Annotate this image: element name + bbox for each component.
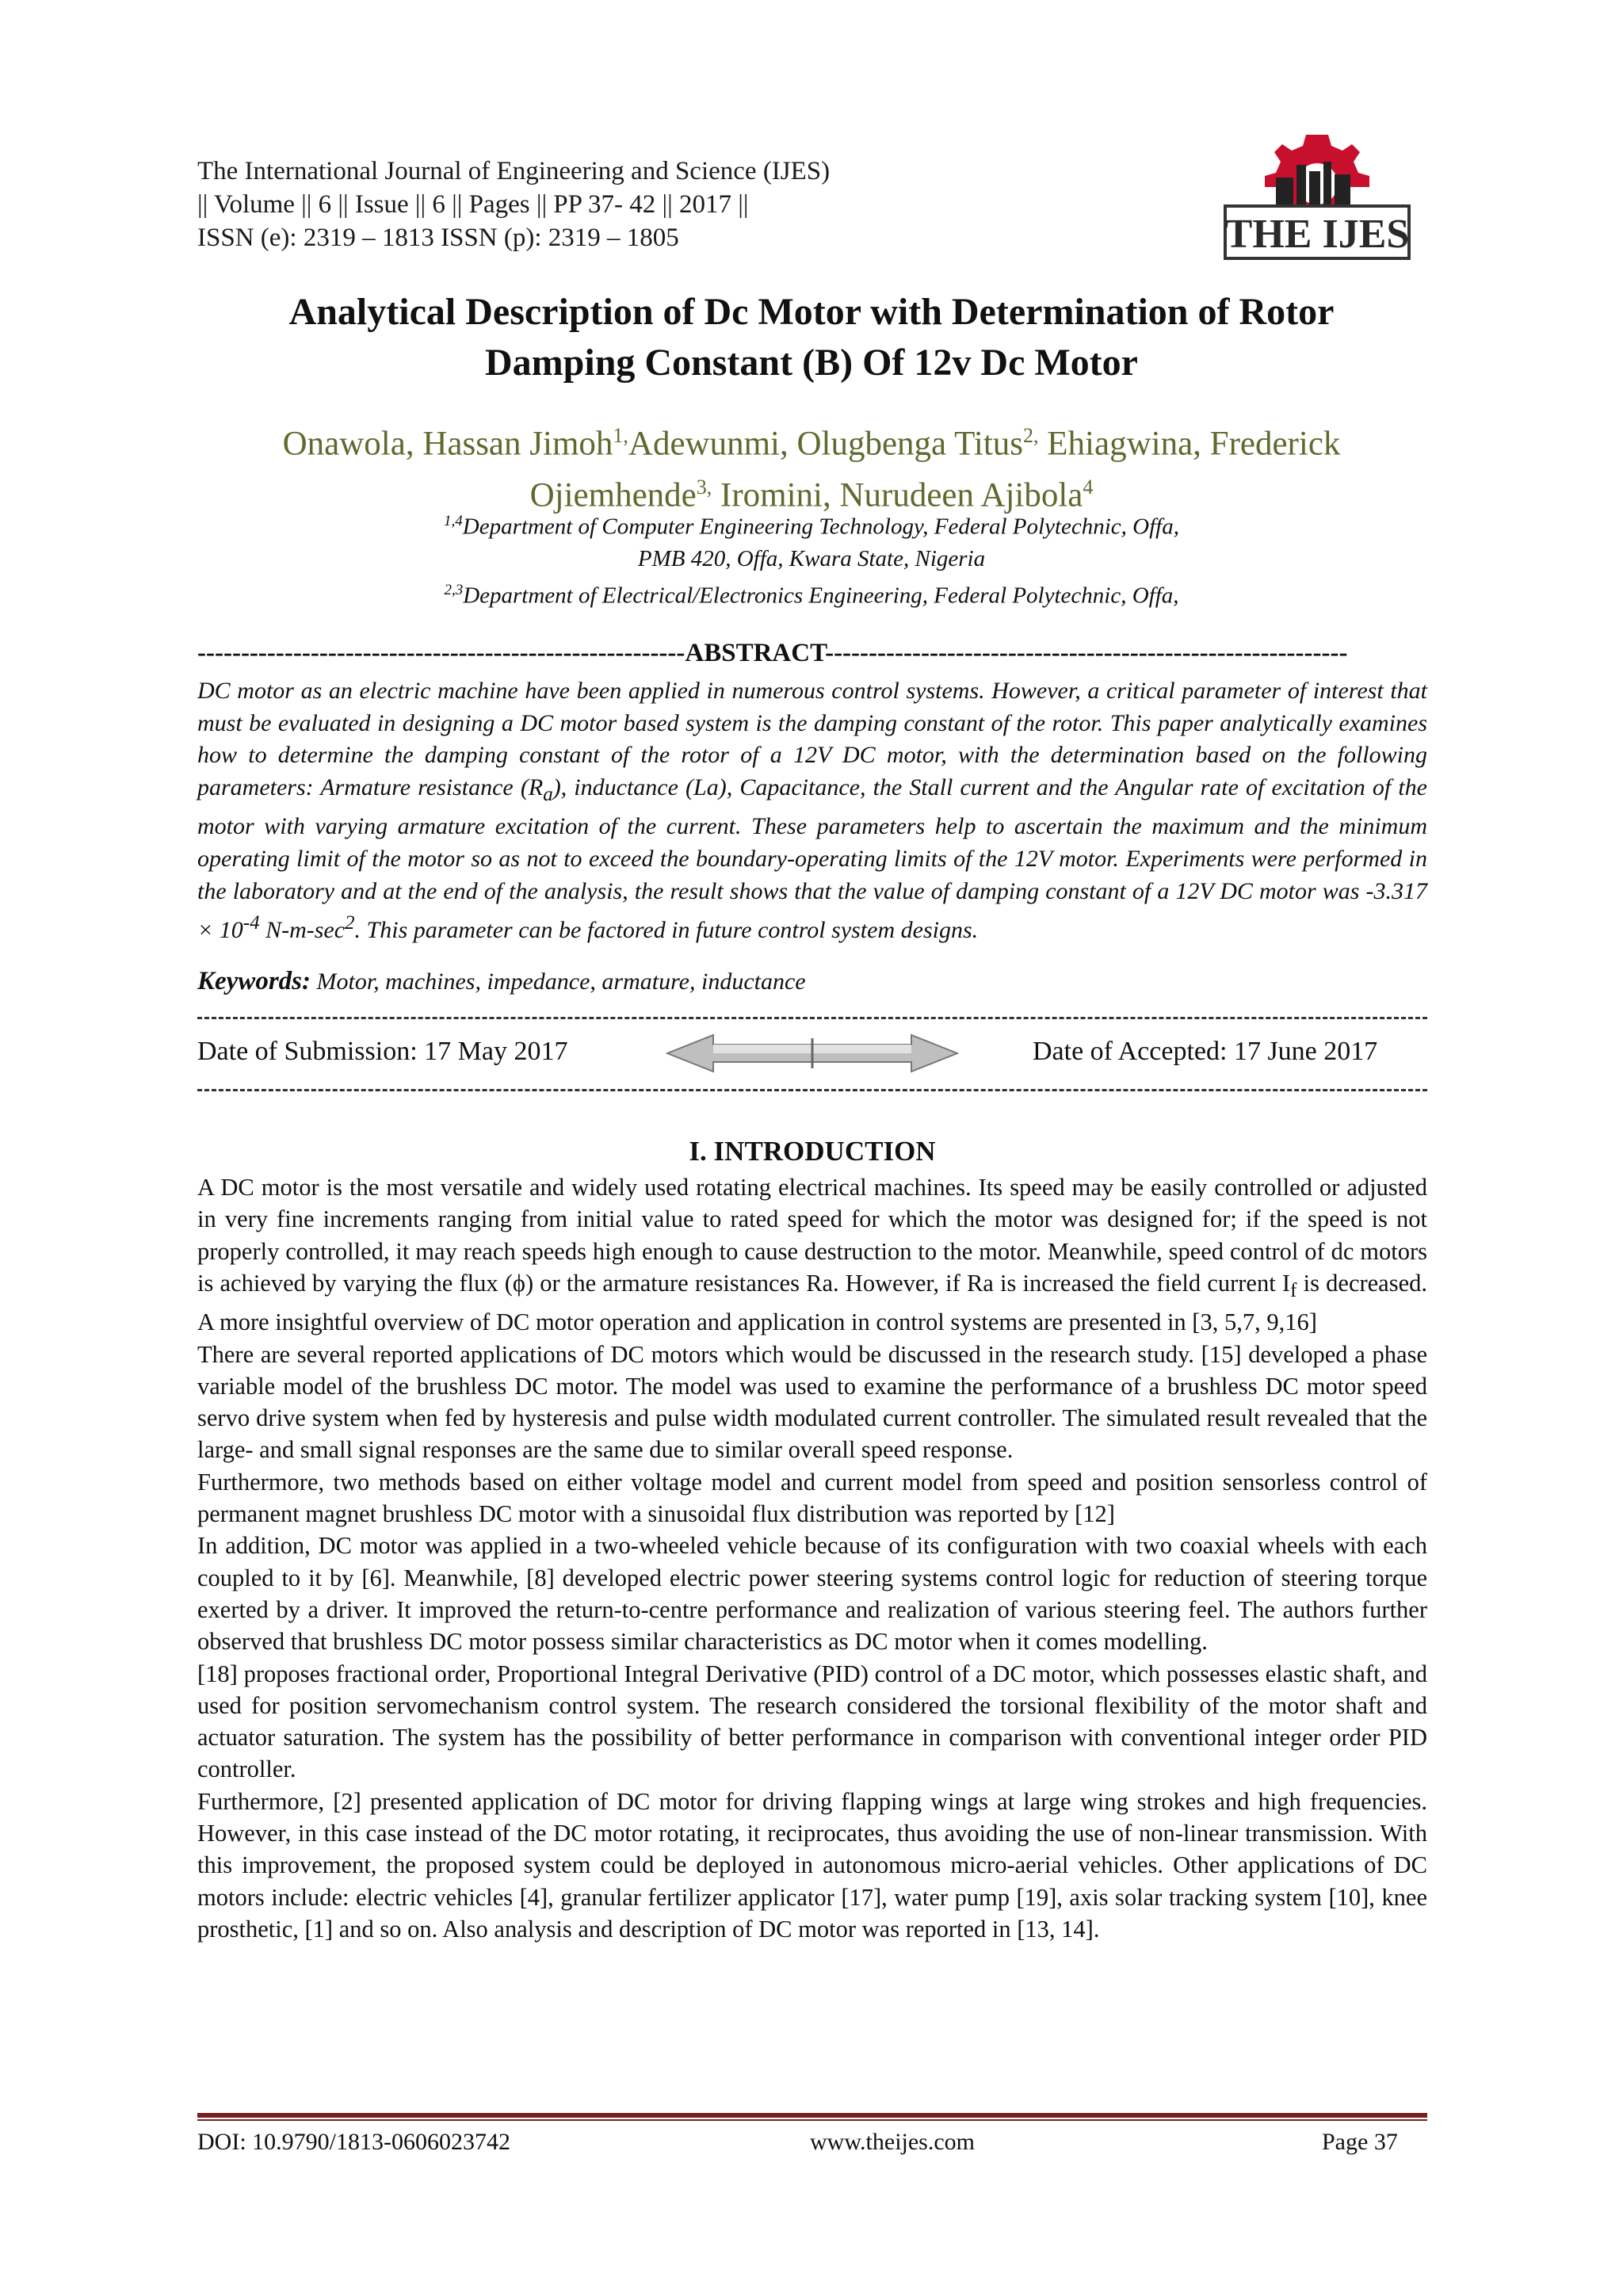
affiliation-2-sup: 2,3	[444, 581, 464, 598]
keywords-list: Motor, machines, impedance, armature, inductance	[311, 968, 806, 995]
footer-page-number: Page 37	[1322, 2129, 1398, 2155]
affiliation-1-sup: 1,4	[444, 513, 463, 529]
keywords	[197, 967, 1427, 996]
author-3-sup: 3,	[696, 476, 712, 499]
journal-name: The International Journal of Engineering and Science (IJES)	[197, 157, 831, 185]
introduction-body	[197, 1171, 1427, 1945]
section-heading-introduction: I. INTRODUCTION	[689, 1136, 936, 1167]
accepted-date: Date of Accepted: 17 June 2017	[1033, 1037, 1378, 1066]
abstract-heading: --------------------------------------------------------ABSTRACT------------------------------------------------------------	[197, 639, 1348, 667]
intro-paragraph-2: There are several reported applications of DC motors which would be discussed in the research study. [15] developed a phase variable model of the brushless DC motor. The model was used to examine the performance of a brushless DC motor speed servo drive system when fed by hysteresis and pulse width modulated current controller. The simulated result revealed that the large- and small signal responses are the same due to similar overall speed response.	[197, 1340, 1427, 1464]
abstract-part-2: ), inductance (La), Capacitance, the Stall current and the Angular rate of excitation of the motor with varying armature excitation of the current. These parameters help to ascertain the maximum and the minimum operating limit of the motor so as not to exceed the boundary-operating limits of the 12V motor. Experiments were performed in the laboratory and at the end of the analysis, the result shows that the value of damping constant of a 12V DC motor was -3.317 × 10	[197, 774, 1427, 944]
affiliation-1: Department of Computer Engineering Technology, Federal Polytechnic, Offa,	[462, 514, 1179, 540]
footer-rule-thin	[197, 2119, 1427, 2121]
ijes-logo	[1220, 127, 1414, 268]
author-3-cont: Ojiemhende	[529, 476, 697, 514]
intro-paragraph-6: Furthermore, [2] presented application of DC motor for driving flapping wings at large wing strokes and high frequencies. However, in this case instead of the DC motor rotating, it reciprocates, thus avoiding the use of non-linear transmission. With this improvement, the proposed system could be deployed in autonomous micro-aerial vehicles. Other applications of DC motors include: electric vehicles [4], granular fertilizer applicator [17], water pump [19], axis solar tracking system [10], knee prosthetic, [1] and so on. Also analysis and description of DC motor was reported in [13, 14].	[197, 1787, 1427, 1943]
author-list	[158, 414, 1465, 518]
abstract-sup-2: 2	[345, 912, 355, 934]
intro-paragraph-1	[197, 1171, 1427, 1339]
abstract-sub: a	[543, 783, 553, 805]
author-1-sup: 1,	[613, 424, 628, 447]
abstract-sup-1: -4	[242, 912, 260, 934]
intro-paragraph-3: Furthermore, two methods based on either voltage model and current model from speed and position sensorless control of permanent magnet brushless DC motor with a sinusoidal flux distribution was reported by [12]	[197, 1468, 1427, 1528]
paper-title	[158, 287, 1465, 388]
intro-p1-sub: f	[1290, 1278, 1297, 1301]
author-4-sup: 4	[1083, 476, 1094, 499]
footer-website[interactable]: www.theijes.com	[810, 2129, 976, 2155]
keywords-label: Keywords:	[197, 967, 311, 995]
affiliation-2: Department of Electrical/Electronics Engineering, Federal Polytechnic, Offa,	[463, 583, 1179, 609]
abstract-part-1: DC motor as an electric machine have been applied in numerous control systems. However, a critical parameter of interest that must be evaluated in designing a DC motor based system is the damping constant of the rotor. This paper analytically examines how to determine the damping constant of the rotor of a 12V DC motor, with the determination based on the following parameters: Armature resistance (R	[197, 678, 1427, 800]
author-3: Ehiagwina, Frederick	[1038, 425, 1341, 463]
title-line-1: Analytical Description of Dc Motor with Determination of Rotor	[288, 291, 1335, 333]
abstract-part-4: . This parameter can be factored in future control system designs.	[354, 917, 979, 944]
submission-date: Date of Submission: 17 May 2017	[197, 1037, 568, 1066]
author-4: Iromini, Nurudeen Ajibola	[712, 476, 1083, 514]
intro-paragraph-4: In addition, DC motor was applied in a two-wheeled vehicle because of its configuration with two coaxial wheels with each coupled to it by [6]. Meanwhile, [8] developed electric power steering systems control logic for reduction of steering torque exerted by a driver. It improved the return-to-centre performance and realization of various steering feel. The authors further observed that brushless DC motor possess similar characteristics as DC motor when it comes modelling.	[197, 1532, 1427, 1656]
journal-volume: || Volume || 6 || Issue || 6 || Pages || PP 37- 42 || 2017 ||	[197, 190, 749, 219]
author-1: Onawola, Hassan Jimoh	[282, 425, 613, 463]
intro-p1-text: A DC motor is the most versatile and widely used rotating electrical machines. Its speed may be easily controlled or adjusted in very fine increments ranging from initial value to rated speed for which the motor was designed for; if the speed is not properly controlled, it may reach speeds high enough to cause destruction to the motor. Meanwhile, speed control of dc motors is achieved by varying the flux (ϕ) or the armature resistances Ra. However, if Ra is increased the field current I	[197, 1174, 1427, 1297]
author-2: Adewunmi, Olugbenga Titus	[628, 425, 1024, 463]
footer-doi: DOI: 10.9790/1813-0606023742	[197, 2129, 510, 2155]
double-arrow-icon	[666, 1032, 959, 1075]
logo-text: THE IJES	[1224, 212, 1410, 257]
footer-rule	[197, 2113, 1427, 2118]
abstract-text	[197, 675, 1427, 947]
journal-header	[197, 155, 830, 254]
divider-top	[197, 1017, 1427, 1019]
affiliations	[158, 506, 1465, 611]
intro-paragraph-5: [18] proposes fractional order, Proportional Integral Derivative (PID) control of a DC motor, which possesses elastic shaft, and used for position servomechanism control system. The research considered the torsional flexibility of the motor shaft and actuator saturation. The system has the possibility of better performance in comparison with conventional integer order PID controller.	[197, 1660, 1427, 1783]
title-line-2: Damping Constant (Β) Of 12v Dc Motor	[485, 342, 1138, 384]
divider-bottom	[197, 1089, 1427, 1091]
journal-issn: ISSN (e): 2319 – 1813 ISSN (p): 2319 – 1805	[197, 223, 679, 252]
intro-p1-text-2: is decreased. A more insightful overview of DC motor operation and application in control systems are presented in [3, 5,7, 9,16]	[197, 1269, 1427, 1336]
affiliation-1-address: PMB 420, Offa, Kwara State, Nigeria	[637, 545, 986, 571]
abstract-part-3: N-m-sec	[259, 917, 346, 944]
author-2-sup: 2,	[1023, 424, 1039, 447]
